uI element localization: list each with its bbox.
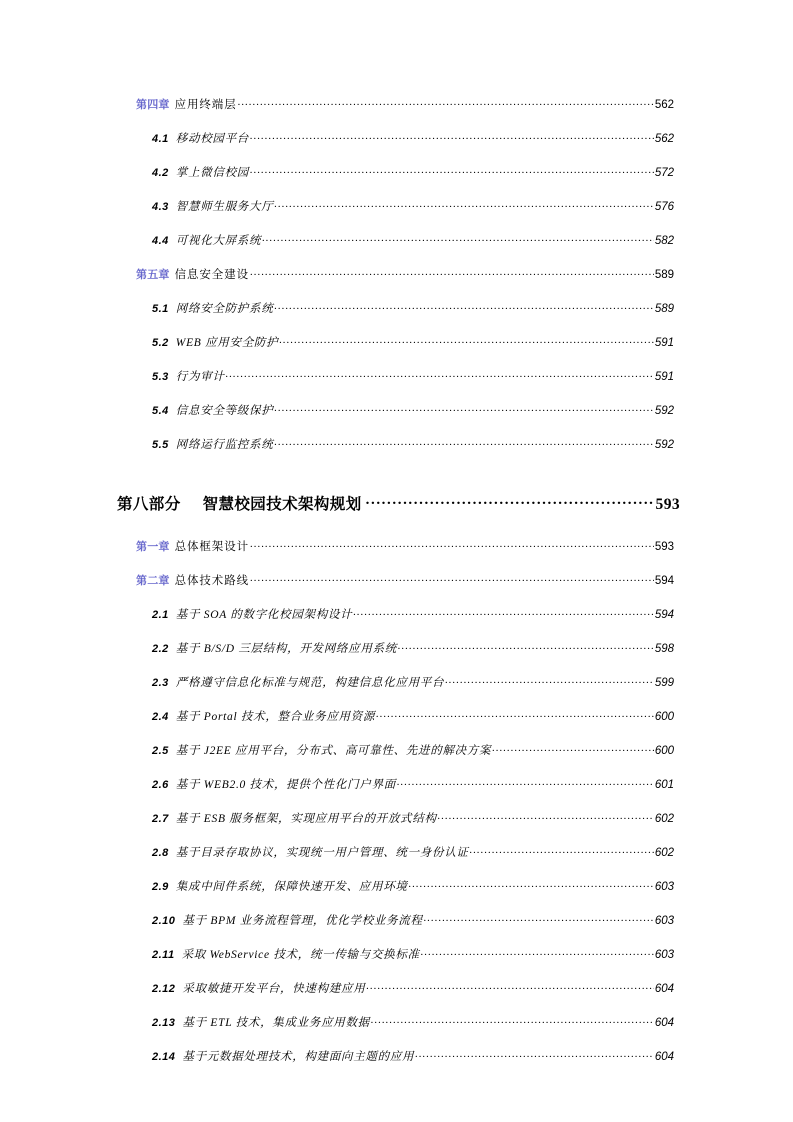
toc-spacer	[0, 470, 793, 492]
toc-section-title: 采取敏捷开发平台，快速构建应用	[182, 983, 366, 995]
toc-section-title: 可视化大屏系统	[175, 235, 262, 247]
toc-entry-section[interactable]	[0, 674, 793, 708]
toc-page-number: 603	[654, 881, 674, 893]
toc-entry-label	[152, 606, 352, 622]
toc-section-number: 5.1	[152, 303, 169, 315]
toc-entry-label	[152, 980, 365, 996]
toc-entry-label	[152, 708, 375, 724]
toc-entry-label	[136, 266, 249, 282]
toc-entry-label	[152, 334, 278, 350]
toc-entry-section[interactable]	[0, 844, 793, 878]
toc-entry-section[interactable]	[0, 130, 793, 164]
toc-section-number: 2.7	[152, 813, 169, 825]
toc-entry-section[interactable]	[0, 878, 793, 912]
toc-section-title: 基于 ETL 技术，集成业务应用数据	[182, 1017, 370, 1029]
toc-entry-section[interactable]	[0, 334, 793, 368]
toc-leader-dots	[279, 335, 654, 347]
toc-entry-section[interactable]	[0, 164, 793, 198]
toc-entry-label	[152, 640, 397, 656]
toc-section-number: 2.14	[152, 1051, 176, 1063]
toc-leader-dots	[397, 777, 654, 789]
toc-section-title: 智慧师生服务大厅	[175, 201, 274, 213]
toc-section-title: WEB 应用安全防护	[175, 337, 279, 349]
toc-leader-dots	[262, 233, 654, 245]
toc-leader-dots	[250, 573, 654, 585]
toc-page-number: 600	[654, 745, 674, 757]
toc-entry-section[interactable]	[0, 198, 793, 232]
toc-page-number: 593	[655, 496, 680, 513]
toc-entry-section[interactable]	[0, 1048, 793, 1082]
toc-chapter-title: 应用终端层	[174, 99, 237, 111]
toc-leader-dots	[438, 811, 654, 823]
toc-section-number: 2.5	[152, 745, 169, 757]
toc-entry-label	[152, 130, 249, 146]
toc-section-number: 2.6	[152, 779, 169, 791]
toc-page-number: 603	[654, 915, 674, 927]
toc-page-number: 604	[654, 1017, 674, 1029]
toc-leader-dots	[274, 403, 653, 415]
toc-section-number: 5.5	[152, 439, 169, 451]
toc-page-number: 604	[654, 1051, 674, 1063]
toc-entry-label	[152, 810, 437, 826]
toc-leader-dots	[470, 845, 654, 857]
toc-leader-dots	[238, 97, 654, 109]
toc-section-title: 集成中间件系统，保障快速开发、应用环境	[175, 881, 408, 893]
toc-entry-label	[136, 96, 237, 112]
toc-page-number: 582	[654, 235, 674, 247]
toc-section-title: 基于 J2EE 应用平台，分布式、高可靠性、先进的解决方案	[175, 745, 492, 757]
toc-page-number: 602	[654, 813, 674, 825]
toc-entry-chapter[interactable]	[0, 96, 793, 130]
toc-leader-dots	[250, 131, 654, 143]
toc-entry-label	[152, 1014, 370, 1030]
toc-section-number: 2.12	[152, 983, 176, 995]
toc-entry-label	[152, 878, 408, 894]
toc-section-title: 信息安全等级保护	[175, 405, 274, 417]
toc-page-number: 589	[654, 269, 674, 281]
toc-leader-dots	[445, 675, 654, 687]
toc-entry-part[interactable]	[0, 492, 793, 526]
table-of-contents	[0, 96, 793, 1082]
toc-section-number: 5.3	[152, 371, 169, 383]
toc-page-number: 594	[654, 609, 674, 621]
toc-leader-dots	[409, 879, 654, 891]
toc-spacer	[0, 526, 793, 538]
toc-entry-section[interactable]	[0, 232, 793, 266]
toc-leader-dots	[366, 494, 653, 510]
toc-chapter-number: 第四章	[136, 99, 170, 111]
toc-section-title: 移动校园平台	[175, 133, 249, 145]
toc-leader-dots	[274, 437, 653, 449]
toc-entry-label	[152, 674, 444, 690]
toc-entry-chapter[interactable]	[0, 266, 793, 300]
toc-page-number: 592	[654, 405, 674, 417]
toc-entry-label	[152, 1048, 414, 1064]
toc-part-title: 智慧校园技术架构规划	[202, 496, 362, 513]
toc-leader-dots	[226, 369, 654, 381]
toc-section-number: 2.1	[152, 609, 169, 621]
toc-entry-label	[152, 402, 273, 418]
toc-entry-chapter[interactable]	[0, 572, 793, 606]
toc-entry-label	[152, 912, 423, 928]
toc-page-number: 604	[654, 983, 674, 995]
toc-chapter-title: 信息安全建设	[174, 269, 250, 281]
toc-section-number: 4.4	[152, 235, 169, 247]
toc-page-number: 602	[654, 847, 674, 859]
toc-entry-label	[152, 198, 273, 214]
toc-entry-label	[152, 844, 469, 860]
toc-section-title: 采取 WebService 技术，统一传输与交换标准	[181, 949, 420, 961]
toc-chapter-title: 总体框架设计	[174, 541, 250, 553]
toc-entry-section[interactable]	[0, 368, 793, 402]
toc-page-number: 591	[654, 371, 674, 383]
toc-section-number: 5.2	[152, 337, 169, 349]
toc-page-number: 589	[654, 303, 674, 315]
toc-entry-section[interactable]	[0, 402, 793, 436]
toc-page-number: 600	[654, 711, 674, 723]
toc-section-title: 网络安全防护系统	[175, 303, 274, 315]
toc-leader-dots	[421, 947, 654, 959]
toc-page-number: 603	[654, 949, 674, 961]
toc-leader-dots	[492, 743, 654, 755]
toc-section-number: 2.9	[152, 881, 169, 893]
toc-leader-dots	[274, 301, 653, 313]
toc-entry-section[interactable]	[0, 708, 793, 742]
toc-entry-section[interactable]	[0, 436, 793, 470]
toc-entry-label	[152, 946, 420, 962]
toc-section-title: 基于 B/S/D 三层结构，开发网络应用系统	[175, 643, 397, 655]
toc-section-number: 2.4	[152, 711, 169, 723]
toc-entry-section[interactable]	[0, 742, 793, 776]
toc-entry-label	[152, 368, 225, 384]
toc-section-title: 行为审计	[175, 371, 225, 383]
toc-leader-dots	[250, 267, 654, 279]
toc-page-number: 598	[654, 643, 674, 655]
toc-leader-dots	[250, 165, 654, 177]
toc-section-title: 掌上微信校园	[175, 167, 249, 179]
toc-section-number: 2.8	[152, 847, 169, 859]
toc-leader-dots	[398, 641, 654, 653]
toc-section-number: 4.1	[152, 133, 169, 145]
toc-entry-label	[152, 742, 491, 758]
toc-section-number: 2.2	[152, 643, 169, 655]
toc-page-number: 562	[654, 99, 674, 111]
toc-chapter-number: 第二章	[136, 575, 170, 587]
toc-entry-section[interactable]	[0, 946, 793, 980]
toc-section-title: 基于 ESB 服务框架，实现应用平台的开放式结构	[175, 813, 437, 825]
toc-page-number: 593	[654, 541, 674, 553]
toc-section-title: 基于 BPM 业务流程管理，优化学校业务流程	[182, 915, 423, 927]
toc-page-number: 562	[654, 133, 674, 145]
toc-page-number: 592	[654, 439, 674, 451]
toc-entry-label	[152, 436, 273, 452]
toc-section-number: 5.4	[152, 405, 169, 417]
toc-leader-dots	[371, 1015, 654, 1027]
toc-entry-label	[152, 232, 261, 248]
toc-page-number: 599	[654, 677, 674, 689]
toc-entry-section[interactable]	[0, 300, 793, 334]
toc-entry-chapter[interactable]	[0, 538, 793, 572]
toc-section-title: 基于元数据处理技术，构建面向主题的应用	[182, 1051, 415, 1063]
toc-entry-section[interactable]	[0, 810, 793, 844]
toc-leader-dots	[415, 1049, 654, 1061]
toc-chapter-number: 第五章	[136, 269, 170, 281]
toc-entry-label	[117, 492, 362, 514]
toc-chapter-number: 第一章	[136, 541, 170, 553]
toc-leader-dots	[353, 607, 653, 619]
toc-entry-section[interactable]	[0, 980, 793, 1014]
toc-chapter-title: 总体技术路线	[174, 575, 250, 587]
toc-entry-section[interactable]	[0, 606, 793, 640]
toc-page-number: 594	[654, 575, 674, 587]
toc-page-number: 572	[654, 167, 674, 179]
toc-leader-dots	[424, 913, 654, 925]
toc-section-title: 基于目录存取协议，实现统一用户管理、统一身份认证	[175, 847, 469, 859]
toc-entry-section[interactable]	[0, 640, 793, 674]
toc-page-number: 591	[654, 337, 674, 349]
toc-leader-dots	[376, 709, 654, 721]
toc-entry-section[interactable]	[0, 1014, 793, 1048]
toc-section-title: 基于 SOA 的数字化校园架构设计	[175, 609, 353, 621]
toc-section-number: 2.13	[152, 1017, 176, 1029]
toc-entry-label	[136, 538, 249, 554]
toc-entry-label	[136, 572, 249, 588]
toc-entry-label	[152, 776, 396, 792]
toc-section-number: 2.3	[152, 677, 169, 689]
toc-section-number: 2.11	[152, 949, 175, 961]
toc-entry-section[interactable]	[0, 776, 793, 810]
toc-section-title: 基于 Portal 技术，整合业务应用资源	[175, 711, 376, 723]
toc-page-number: 576	[654, 201, 674, 213]
toc-leader-dots	[366, 981, 653, 993]
toc-part-number: 第八部分	[117, 496, 181, 513]
toc-entry-label	[152, 164, 249, 180]
toc-section-number: 2.10	[152, 915, 176, 927]
toc-section-title: 基于 WEB2.0 技术，提供个性化门户界面	[175, 779, 396, 791]
toc-section-title: 严格遵守信息化标准与规范，构建信息化应用平台	[175, 677, 445, 689]
toc-section-number: 4.2	[152, 167, 169, 179]
toc-leader-dots	[250, 539, 654, 551]
toc-page-number: 601	[654, 779, 674, 791]
toc-entry-label	[152, 300, 273, 316]
toc-leader-dots	[274, 199, 653, 211]
toc-section-title: 网络运行监控系统	[175, 439, 274, 451]
toc-entry-section[interactable]	[0, 912, 793, 946]
toc-section-number: 4.3	[152, 201, 169, 213]
